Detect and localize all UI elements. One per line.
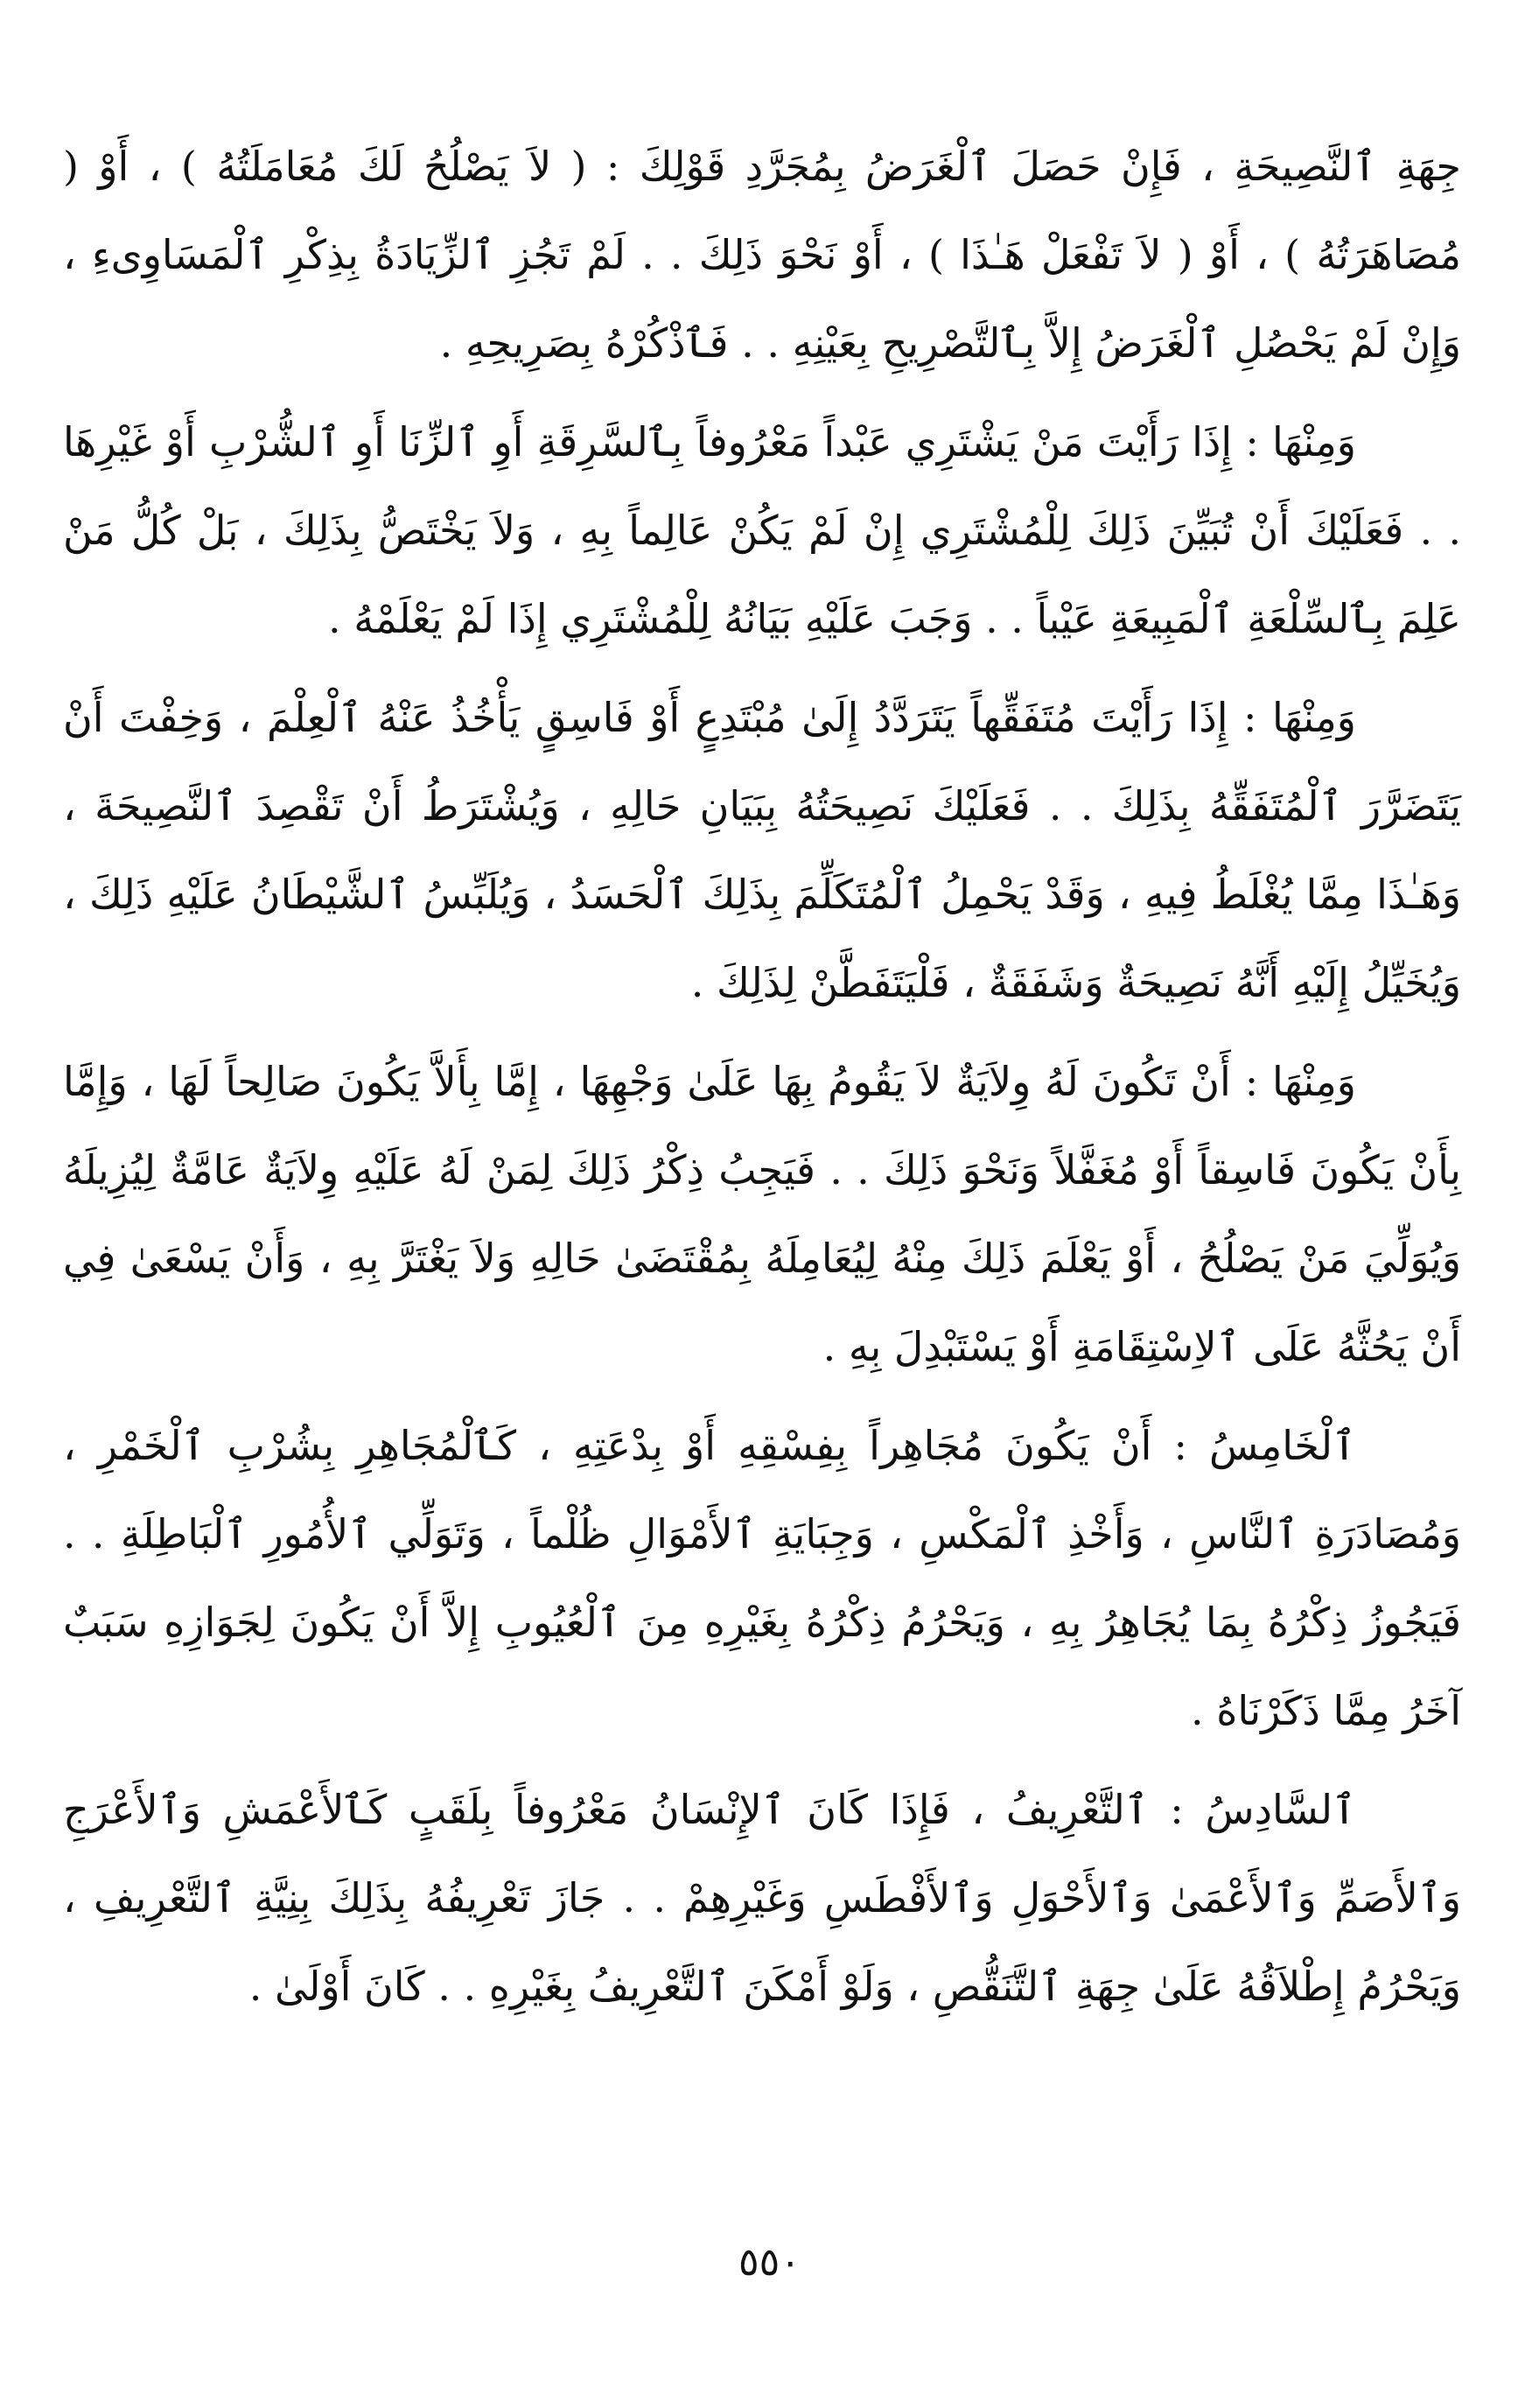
paragraph-fifth: ٱلْخَامِسُ : أَنْ يَكُونَ مُجَاهِراً بِفِسْقِهِ أَوْ بِدْعَتِهِ ، كَٱلْمُجَاهِرِ بِشُرْبِ ٱلْخَمْرِ ، وَمُصَادَرَةِ ٱلنَّاسِ ، وَأَخْذِ ٱلْمَكْسِ ، وَجِبَايَةِ ٱلأَمْوَالِ ظُلْماً ، وَتَوَلِّي ٱلأُمُورِ ٱلْبَاطِلَةِ . . فَيَجُوزُ ذِكْرُهُ بِمَا يُجَاهِرُ بِهِ ، وَيَحْرُمُ ذِكْرُهُ بِغَيْرِهِ مِنَ ٱلْعُيُوبِ إِلاَّ أَنْ يَكُونَ لِجَوَازِهِ سَبَبٌ آخَرُ مِمَّا ذَكَرْنَاهُ .: [63, 1422, 1461, 1734]
paragraph-continuation: جِهَةِ ٱلنَّصِيحَةِ ، فَإِنْ حَصَلَ ٱلْغَرَضُ بِمُجَرَّدِ قَوْلِكَ : ( لاَ يَصْلُحُ لَكَ مُعَامَلَتُهُ ) ، أَوْ ( مُصَاهَرَتُهُ ) ، أَوْ ( لاَ تَفْعَلْ هَـٰذَا ) ، أَوْ نَحْوَ ذَلِكَ . . لَمْ تَجُزِ ٱلزِّيَادَةُ بِذِكْرِ ٱلْمَسَاوِىءِ ، وَإِنْ لَمْ يَحْصُلِ ٱلْغَرَضُ إِلاَّ بِٱلتَّصْرِيحِ بِعَيْنِهِ . . فَٱذْكُرْهُ بِصَرِيحِهِ .: [63, 143, 1461, 367]
paragraph-authority: وَمِنْهَا : أَنْ تَكُونَ لَهُ وِلاَيَةٌ لاَ يَقُومُ بِهَا عَلَىٰ وَجْهِهَا ، إِمَّا بِأَلاَّ يَكُونَ صَالِحاً لَهَا ، وَإِمَّا بِأَنْ يَكُونَ فَاسِقاً أَوْ مُغَفَّلاً وَنَحْوَ ذَلِكَ . . فَيَجِبُ ذِكْرُ ذَلِكَ لِمَنْ لَهُ عَلَيْهِ وِلاَيَةٌ عَامَّةٌ لِيُزِيلَهُ وَيُوَلِّيَ مَنْ يَصْلُحُ ، أَوْ يَعْلَمَ ذَلِكَ مِنْهُ لِيُعَامِلَهُ بِمُقْتَضَىٰ حَالِهِ وَلاَ يَغْتَرَّ بِهِ ، وَأَنْ يَسْعَىٰ فِي أَنْ يَحُثَّهُ عَلَى ٱلاِسْتِقَامَةِ أَوْ يَسْتَبْدِلَ بِهِ .: [63, 1058, 1461, 1370]
paragraph-buyer-warning: وَمِنْهَا : إِذَا رَأَيْتَ مَنْ يَشْتَرِي عَبْداً مَعْرُوفاً بِٱلسَّرِقَةِ أَوِ ٱلزِّنَا أَوِ ٱلشُّرْبِ أَوْ غَيْرِهَا . . فَعَلَيْكَ أَنْ تُبَيِّنَ ذَلِكَ لِلْمُشْتَرِي إِنْ لَمْ يَكُنْ عَالِماً بِهِ ، وَلاَ يَخْتَصُّ بِذَلِكَ ، بَلْ كُلُّ مَنْ عَلِمَ بِٱلسِّلْعَةِ ٱلْمَبِيعَةِ عَيْباً . . وَجَبَ عَلَيْهِ بَيَانُهُ لِلْمُشْتَرِي إِذَا لَمْ يَعْلَمْهُ .: [63, 418, 1461, 642]
page-number: ٥٥٠: [738, 2240, 801, 2285]
body-text: [63, 122, 1461, 2031]
paragraph-student-warning: وَمِنْهَا : إِذَا رَأَيْتَ مُتَفَقِّهاً يَتَرَدَّدُ إِلَىٰ مُبْتَدِعٍ أَوْ فَاسِقٍ يَأْخُذُ عَنْهُ ٱلْعِلْمَ ، وَخِفْتَ أَنْ يَتَضَرَّرَ ٱلْمُتَفَقِّهُ بِذَلِكَ . . فَعَلَيْكَ نَصِيحَتُهُ بِبَيَانِ حَالِهِ ، وَيُشْتَرَطُ أَنْ تَقْصِدَ ٱلنَّصِيحَةَ ، وَهَـٰذَا مِمَّا يُغْلَطُ فِيهِ ، وَقَدْ يَحْمِلُ ٱلْمُتَكَلِّمَ بِذَلِكَ ٱلْحَسَدُ ، وَيُلَبِّسُ ٱلشَّيْطَانُ عَلَيْهِ ذَلِكَ ، وَيُخَيِّلُ إِلَيْهِ أَنَّهُ نَصِيحَةٌ وَشَفَقَةٌ ، فَلْيَتَفَطَّنْ لِذَلِكَ .: [63, 694, 1461, 1006]
paragraph-sixth: ٱلسَّادِسُ : ٱلتَّعْرِيفُ ، فَإِذَا كَانَ ٱلإِنْسَانُ مَعْرُوفاً بِلَقَبٍ كَٱلأَعْمَشِ وَٱلأَعْرَجِ وَٱلأَصَمِّ وَٱلأَعْمَىٰ وَٱلأَحْوَلِ وَٱلأَفْطَسِ وَغَيْرِهِمْ . . جَازَ تَعْرِيفُهُ بِذَلِكَ بِنِيَّةِ ٱلتَّعْرِيفِ ، وَيَحْرُمُ إِطْلاَقُهُ عَلَىٰ جِهَةِ ٱلتَّنَقُّصِ ، وَلَوْ أَمْكَنَ ٱلتَّعْرِيفُ بِغَيْرِهِ . . كَانَ أَوْلَىٰ .: [63, 1786, 1461, 2010]
